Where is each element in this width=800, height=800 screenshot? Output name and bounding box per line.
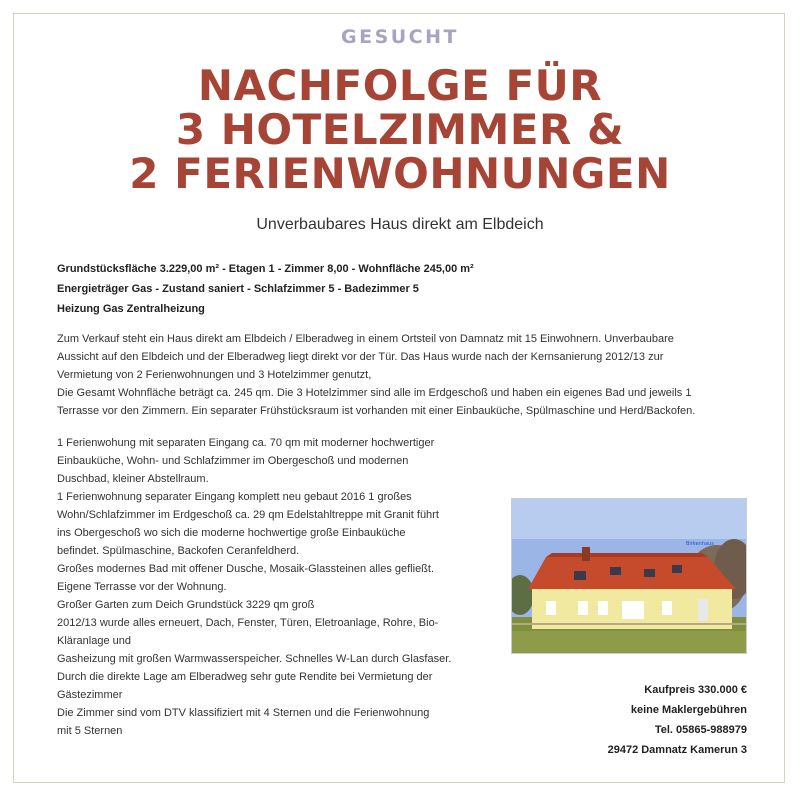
details-line: Kläranlage und	[57, 635, 132, 647]
broker-note: keine Maklergebühren	[630, 704, 747, 716]
details-line: Durch die direkte Lage am Elberadweg sehr gute Rendite bei Vermietung der	[57, 671, 433, 683]
fact-line: Grundstücksfläche 3.229,00 m² - Etagen 1 - Zimmer 8,00 - Wohnfläche 245,00 m²	[57, 263, 474, 275]
intro-line: Zum Verkauf steht ein Haus direkt am Elbdeich / Elberadweg in einem Ortsteil von Damnatz mit 15 Einwohnern. Unverbaubare	[57, 333, 674, 345]
fact-line: Energieträger Gas - Zustand saniert - Schlafzimmer 5 - Badezimmer 5	[57, 283, 419, 295]
contact-block	[487, 680, 747, 760]
intro-line: Aussicht auf den Elbdeich und der Elberadweg liegt direkt vor der Tür. Das Haus wurde nach der Kernsanierung 2012/13 zur	[57, 351, 664, 363]
details-line: mit 5 Sternen	[57, 725, 123, 737]
details-line: Gästezimmer	[57, 689, 123, 701]
details-paragraph	[57, 434, 452, 740]
details-line: ins Obergeschoß wo sich die moderne hochwertige große Einbauküche	[57, 527, 406, 539]
phone-line: Tel. 05865-988979	[654, 724, 747, 736]
photo-overlay-label: Birkenhaus	[686, 541, 714, 547]
address-line: 29472 Damnatz Kamerun 3	[607, 744, 747, 756]
details-line: Großer Garten zum Deich Grundstück 3229 qm groß	[57, 599, 315, 611]
headline-line-1: NACHFOLGE FÜR	[197, 61, 603, 110]
headline-line-2: 3 HOTELZIMMER &	[175, 105, 625, 154]
intro-line: Terrasse vor den Zimmern. Ein separater Frühstücksraum ist vorhanden mit einer Einbauküche, Spülmaschine und Herd/Backofen.	[57, 405, 696, 417]
kicker-label: GESUCHT	[341, 26, 459, 48]
intro-line: Die Gesamt Wohnfläche beträgt ca. 245 qm. Die 3 Hotelzimmer sind alle im Erdgeschoß und haben ein eigenes Bad und jeweils 1	[57, 387, 692, 399]
headline-line-3: 2 FERIENWOHNUNGEN	[129, 149, 671, 198]
property-facts	[57, 259, 757, 319]
details-line: Die Zimmer sind vom DTV klassifiziert mit 4 Sternen und die Ferienwohnung	[57, 707, 430, 719]
price-line: Kaufpreis 330.000 €	[644, 684, 747, 696]
details-line: Einbauküche, Wohn- und Schlafzimmer im Obergeschoß und modernen	[57, 455, 409, 467]
details-line: Großes modernes Bad mit offener Dusche, Mosaik-Glassteinen alles gefließt.	[57, 563, 435, 575]
intro-paragraph	[57, 330, 762, 420]
details-line: Gasheizung mit großen Warmwasserspeicher. Schnelles W-Lan durch Glasfaser.	[57, 653, 452, 665]
details-line: Wohn/Schlafzimmer im Erdgeschoß ca. 29 qm Edelstahltreppe mit Granit führt	[57, 509, 439, 521]
headline	[0, 61, 800, 198]
details-line: 1 Ferienwohung mit separaten Eingang ca. 70 qm mit moderner hochwertiger	[57, 437, 435, 449]
details-line: 2012/13 wurde alles erneuert, Dach, Fenster, Türen, Eletroanlage, Rohre, Bio-	[57, 617, 439, 629]
fact-line: Heizung Gas Zentralheizung	[57, 303, 205, 315]
intro-line: Vermietung von 2 Ferienwohnungen und 3 Hotelzimmer genutzt,	[57, 369, 372, 381]
details-line: Eigene Terrasse vor der Wohnung.	[57, 581, 227, 593]
details-line: 1 Ferienwohnung separater Eingang komplett neu gebaut 2016 1 großes	[57, 491, 412, 503]
details-line: befindet. Spülmaschine, Backofen Ceranfeldherd.	[57, 545, 300, 557]
details-line: Duschbad, kleiner Abstellraum.	[57, 473, 209, 485]
house-photo	[511, 498, 747, 654]
subtitle: Unverbaubares Haus direkt am Elbdeich	[256, 216, 544, 233]
